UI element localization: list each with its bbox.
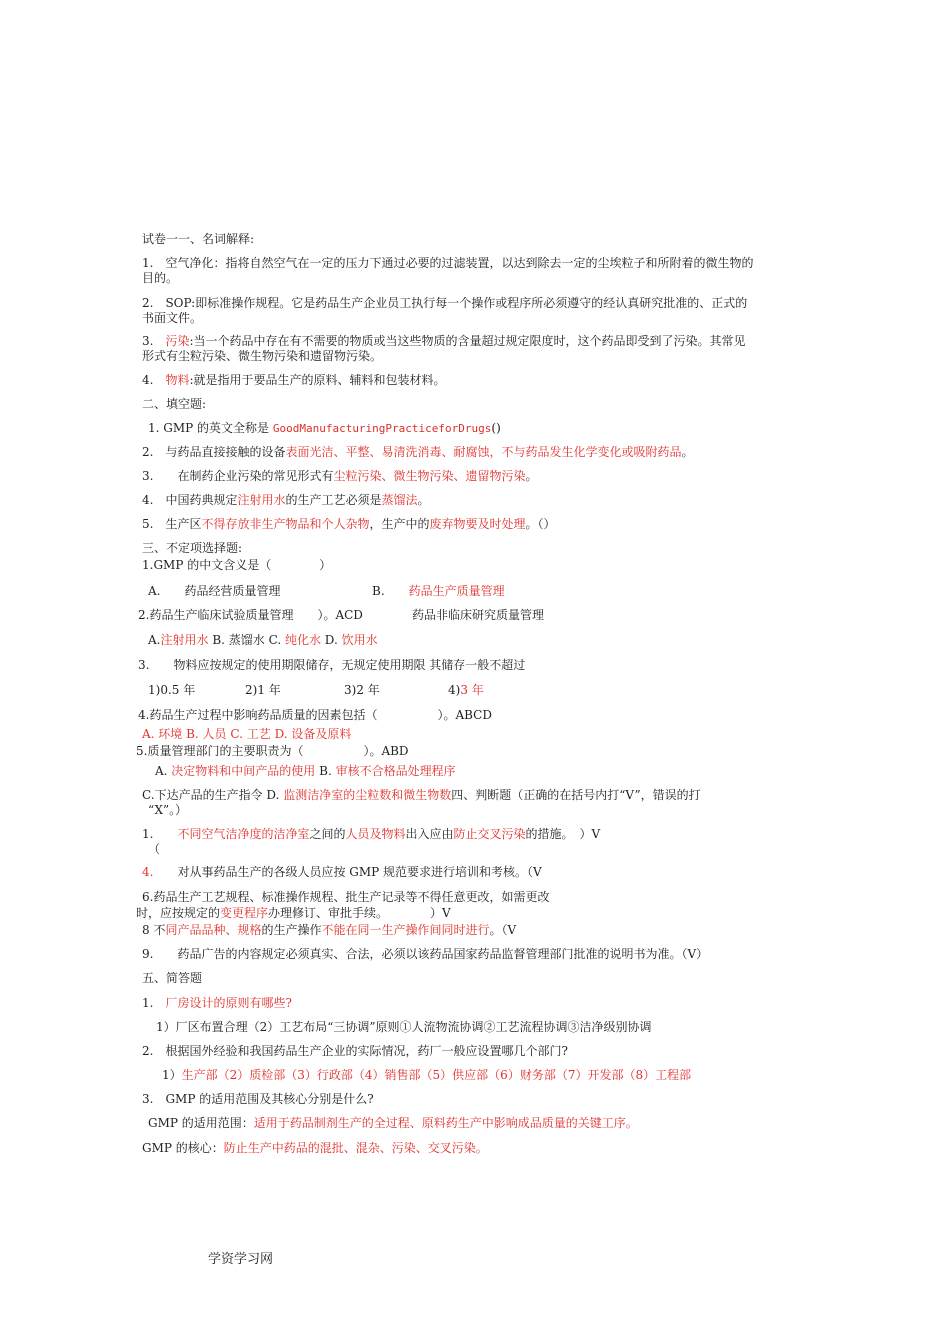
choice-5: 5.质量管理部门的主要职责为（ ）。ABD (136, 744, 409, 758)
short-answer-3-core: GMP 的核心：防止生产中药品的混批、混杂、污染、交叉污染。 (142, 1141, 488, 1155)
document-title: 试卷一一、名词解释: (142, 232, 255, 246)
judgment-6-line-2: 时，应按规定的变更程序办理修订、审批手续。 ）V (136, 906, 451, 920)
section-fill-blank-heading: 二、填空题: (142, 397, 207, 411)
short-answer-1-question: 1. 厂房设计的原则有哪些? (142, 996, 292, 1010)
footer-watermark: 学资学习网 (208, 1252, 274, 1267)
choice-3-option-2: 2)1 年 (245, 683, 281, 697)
definition-3: 3. 污染:当一个药品中存在有不需要的物质或当这些物质的含量超过规定限度时，这个药品即受到了污染。其常见形式有尘粒污染、微生物污染和遗留物污染。 (142, 334, 746, 363)
judgment-instruction-tail: “X”。） (148, 803, 188, 817)
choice-5-options-ab: A. 决定物料和中间产品的使用 B. 审核不合格品处理程序 (155, 764, 456, 778)
judgment-1: 1. 不同空气洁净度的洁净室之间的人员及物料出入应由防止交叉污染的措施。 ）V (142, 827, 601, 841)
judgment-1-paren: （ (148, 842, 161, 856)
choice-3-option-4: 4)3 年 (448, 683, 484, 697)
choice-3: 3. 物料应按规定的使用期限储存，无规定使用期限 其储存一般不超过 (138, 658, 526, 672)
judgment-9: 9. 药品广告的内容规定必须真实、合法，必须以该药品国家药品监督管理部门批准的说明书为准。（V） (142, 947, 709, 961)
choice-1-option-a: A. 药品经营质量管理 (148, 584, 281, 598)
choice-2: 2.药品生产临床试验质量管理 ）。ACD (138, 608, 363, 622)
short-answer-2-question: 2. 根据国外经验和我国药品生产企业的实际情况，药厂一般应设置哪几个部门? (142, 1044, 568, 1058)
section-choice-heading: 三、不定项选择题: (142, 541, 243, 555)
choice-1: 1.GMP 的中文含义是（ ） (142, 558, 332, 572)
judgment-4: 4. 对从事药品生产的各级人员应按 GMP 规范要求进行培训和考核。（V (142, 865, 542, 879)
fill-blank-4: 4. 中国药典规定注射用水的生产工艺必须是蒸馏法。 (142, 493, 430, 507)
definition-4: 4. 物料:就是指用于要品生产的原料、辅料和包装材料。 (142, 373, 446, 387)
choice-4: 4.药品生产过程中影响药品质量的因素包括（ ）。ABCD (138, 708, 492, 722)
fill-blank-3: 3. 在制药企业污染的常见形式有尘粒污染、微生物污染、遗留物污染。 (142, 469, 538, 483)
section-short-answer-heading: 五、简答题 (142, 971, 203, 985)
judgment-6-line-1: 6.药品生产工艺规程、标准操作规程、批生产记录等不得任意更改，如需更改 (142, 890, 550, 904)
choice-1-option-d: 药品非临床研究质量管理 (412, 608, 545, 622)
judgment-8: 8 不同产品品种、规格的生产操作不能在同一生产操作间同时进行。（V (142, 923, 517, 937)
fill-blank-1: 1. GMP 的英文全称是 GoodManufacturingPracticeforDrugs() (148, 421, 501, 435)
short-answer-3-question: 3. GMP 的适用范围及其核心分别是什么? (142, 1092, 374, 1106)
term-material: 物料 (165, 373, 190, 387)
choice-2-options: A.注射用水 B. 蒸馏水 C. 纯化水 D. 饮用水 (148, 633, 378, 647)
short-answer-1-answer: 1）厂区布置合理（2）工艺布局“三协调”原则①人流物流协调②工艺流程协调③洁净级别协调 (156, 1020, 652, 1034)
fill-blank-5: 5. 生产区不得存放非生产物品和个人杂物，生产中的废弃物要及时处理。（） (142, 517, 556, 531)
fill-blank-2: 2. 与药品直接接触的设备表面光洁、平整、易清洗消毒、耐腐蚀，不与药品发生化学变化或吸附药品。 (142, 445, 694, 459)
definition-1: 1. 空气净化：指将自然空气在一定的压力下通过必要的过滤装置，以达到除去一定的尘埃粒子和所附着的微生物的目的。 (142, 256, 754, 285)
choice-5-options-cd: C.下达产品的生产指令 D. 监测洁净室的尘粒数和微生物数四、判断题（正确的在括号内打“V”，错误的打 (142, 788, 701, 802)
definition-2: 2. SOP:即标准操作规程。它是药品生产企业员工执行每一个操作或程序所必须遵守的经认真研究批准的、正式的书面文件。 (142, 296, 748, 325)
choice-3-option-1: 1)0.5 年 (148, 683, 196, 697)
choice-1-option-b: B. 药品生产质量管理 (372, 584, 505, 598)
choice-4-options: A. 环境 B. 人员 C. 工艺 D. 设备及原料 (142, 727, 352, 741)
short-answer-2-answer: 1）生产部（2）质检部（3）行政部（4）销售部（5）供应部（6）财务部（7）开发部（8）工程部 (162, 1068, 692, 1082)
short-answer-3-scope: GMP 的适用范围：适用于药品制剂生产的全过程、原料药生产中影响成品质量的关键工序。 (148, 1116, 638, 1130)
term-pollution: 污染 (165, 334, 190, 348)
choice-3-option-3: 3)2 年 (344, 683, 380, 697)
